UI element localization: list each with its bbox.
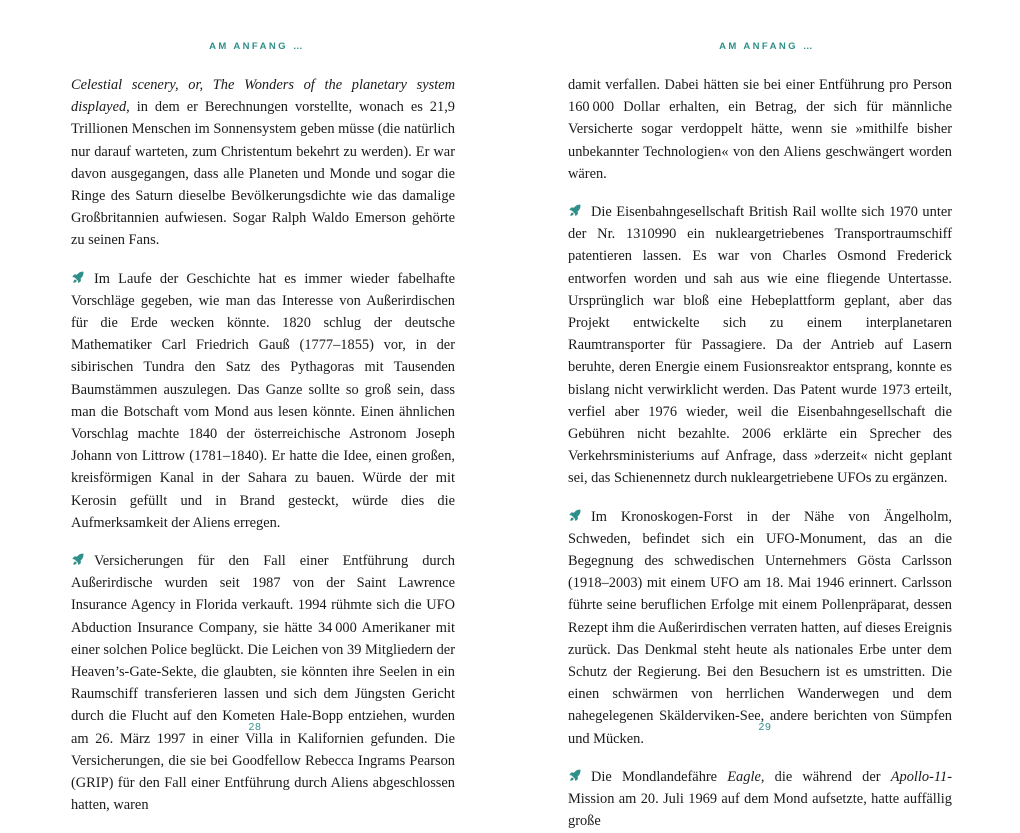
rocket-icon bbox=[71, 271, 85, 284]
running-head-right: AM ANFANG … bbox=[719, 41, 815, 52]
body-paragraph bbox=[568, 74, 952, 185]
page-number-left: 28 bbox=[248, 721, 262, 733]
page-number-right: 29 bbox=[758, 721, 772, 733]
paragraph-text: Die Mondlandefähre Eagle, die während der Apollo-11-Mission am 20. Juli 1969 auf dem Mond aufsetzte, hatte auffällig große bbox=[568, 768, 952, 830]
page-left bbox=[0, 0, 510, 814]
rocket-icon bbox=[568, 769, 582, 782]
body-paragraph bbox=[71, 74, 455, 252]
body-paragraph bbox=[568, 766, 952, 833]
paragraph-text: Die Eisenbahngesellschaft British Rail wollte sich 1970 unter der Nr. 1310990 ein nukleargetriebenes Transportraumschiff patentieren lassen. Es war von Charles Osmond Frederick entworfen worden und sah aus wie eine fliegende Untertasse. Ursprünglich war bloß eine Hebeplattform geplant, aber das Projekt entwickelte sich zu einem interplanetaren Raumtransporter für Passagiere. Da der Antrieb auf Lasern beruhte, deren Energie einem Fusionsreaktor entsprang, konnte es bislang nicht verwirklicht werden. Das Patent wurde 1973 erteilt, verfiel aber 1976 wieder, weil die Eisenbahngesellschaft die Gebühren nicht bezahlte. 2006 erklärte ein Sprecher des Verkehrsministeriums auf Anfrage, dass »derzeit« nicht geplant sei, das Schienennetz durch nukleargetriebene UFOs zu ergänzen. bbox=[568, 204, 952, 487]
rocket-icon bbox=[568, 509, 582, 522]
body-paragraph bbox=[568, 506, 952, 750]
paragraph-text: Versicherungen für den Fall einer Entführung durch Außerirdische wurden seit 1987 von der Saint Lawrence Insurance Agency in Florida verkauft. 1994 rühmte sich die UFO Abduction Insurance Company, sie hätte 34 000 Amerikaner mit einer solchen Police beglückt. Die Leichen von 39 Mitgliedern der Heaven’s-Gate-Sekte, die glaubten, sie könnten ihre Seelen in ein Raumschiff transferieren lassen und sich dem Jüngsten Gericht durch die Flucht auf den Kometen Hale-Bopp entziehen, wurden am 26. März 1997 in einer Villa in Kalifornien gefunden. Die Versicherungen, die sie bei Goodfellow Rebecca Ingrams Pearson (GRIP) für den Fall einer Entführung durch Aliens abgeschlossen hatten, waren bbox=[71, 553, 455, 814]
textblock-right bbox=[568, 74, 952, 833]
paragraph-text: damit verfallen. Dabei hätten sie bei einer Entführung pro Person 160 000 Dollar erhalten, ein Betrag, der sich für männliche Versicherte sogar verdoppelt hätte, wenn sie »mithilfe bisher unbekannter Technologien« von den Aliens geschwängert worden wären. bbox=[568, 77, 952, 182]
paragraph-text: Im Kronoskogen-Forst in der Nähe von Ängelholm, Schweden, befindet sich ein UFO-Monument, das an die Begegnung des schwedischen Unternehmers Gösta Carlsson (1918–2003) mit einem UFO am 18. Mai 1946 erinnert. Carlsson führte seine beruflichen Erfolge mit einem Pollenpräparat, dessen Rezept ihm die Außerirdischen verraten hatten, auf dieses Ereignis zurück. Das Denkmal steht heute als nationales Erbe unter dem Schutz der Regierung. Bei den Besuchern ist es umstritten. Die einen schwärmen von herrlichen Wanderwegen und dem nahegelegenen Skälderviken-See, andere berichten von Sümpfen und Mücken. bbox=[568, 508, 953, 747]
rocket-icon bbox=[71, 553, 85, 566]
textblock-left bbox=[71, 74, 455, 817]
body-paragraph bbox=[71, 268, 455, 534]
page-right bbox=[510, 0, 1020, 830]
paragraph-text: Celestial scenery, or, The Wonders of the planetary system displayed, in dem er Berechnungen vorstellte, wonach es 21,9 Trillionen Menschen im Sonnensystem geben müsse (die natürlich nur darauf warteten, zum Christentum bekehrt zu werden). Er war davon ausgegangen, dass alle Planeten und Monde und sogar die Ringe des Saturn dieselbe Bevölkerungsdichte wie das damalige Großbritannien aufwiesen. Sogar Ralph Waldo Emerson gehörte zu seinen Fans. bbox=[71, 77, 455, 249]
paragraph-text: Im Laufe der Geschichte hat es immer wieder fabelhafte Vorschläge gegeben, wie man das Interesse von Außerirdischen für die Erde wecken könnte. 1820 schlug der deutsche Mathematiker Carl Friedrich Gauß (1777–1855) vor, in der sibirischen Tundra den Satz des Pythagoras mit Tausenden Baumstämmen auszulegen. Das Ganze sollte so groß sein, dass man die Botschaft vom Mond aus lesen könnte. Einen ähnlichen Vorschlag machte 1840 der österreichische Astronom Joseph Johann von Littrow (1781–1840). Er hatte die Idee, einen großen, kreisförmigen Kanal in der Sahara zu bauen. Würde der mit Kerosin gefüllt und in Brand gesteckt, würde dies die Aufmerksamkeit der Aliens erregen. bbox=[71, 270, 455, 531]
body-paragraph bbox=[568, 201, 952, 490]
rocket-icon bbox=[568, 204, 582, 217]
body-paragraph bbox=[71, 550, 455, 816]
running-head-left: AM ANFANG … bbox=[209, 41, 305, 52]
